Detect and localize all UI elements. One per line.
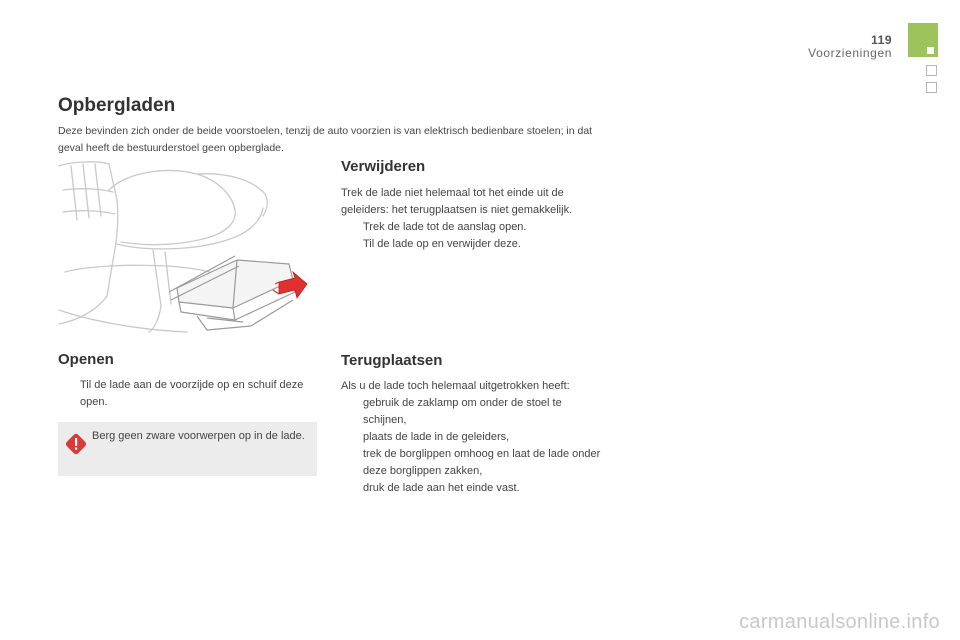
replace-heading: Terugplaatsen xyxy=(341,352,443,369)
open-section xyxy=(58,351,308,411)
page-title: Opbergladen xyxy=(58,95,176,116)
intro-text: Deze bevinden zich onder de beide voorstoelen, tenzij de auto voorzien is van elektrisch bedienbare stoelen; in dat geval heeft de bestuurderstoel geen opberglade. xyxy=(58,125,593,154)
seat-drawer-illustration xyxy=(57,160,319,336)
list-item: druk de lade aan het einde vast. xyxy=(363,482,520,494)
open-heading: Openen xyxy=(58,351,114,368)
page-number: 119 xyxy=(871,33,892,47)
list-item: Til de lade aan de voorzijde op en schuif deze open. xyxy=(80,379,304,408)
watermark: carmanualsonline.info xyxy=(739,611,940,633)
remove-heading: Verwijderen xyxy=(341,158,426,175)
replace-section xyxy=(341,352,606,497)
section-name: Voorzieningen xyxy=(808,46,892,60)
remove-bullet-list xyxy=(341,219,606,253)
replace-text: Als u de lade toch helemaal uitgetrokken heeft: xyxy=(341,380,570,392)
warning-box xyxy=(58,422,317,476)
list-item: Til de lade op en verwijder deze. xyxy=(363,238,521,250)
list-item: plaats de lade in de geleiders, xyxy=(363,431,510,443)
warning-text: Berg geen zware voorwerpen op in de lade. xyxy=(92,430,305,442)
remove-text: Trek de lade niet helemaal tot het einde uit de geleiders: het terugplaatsen is niet gemakkelijk. xyxy=(341,187,573,216)
tab-marker-icon xyxy=(927,47,934,54)
open-bullet-list xyxy=(58,377,308,411)
list-item: trek de borglippen omhoog en laat de lade onder deze borglippen zakken, xyxy=(363,448,601,477)
section-tab[interactable] xyxy=(926,82,937,93)
list-item: Trek de lade tot de aanslag open. xyxy=(363,221,527,233)
warning-icon xyxy=(65,433,87,455)
list-item: gebruik de zaklamp om onder de stoel te schijnen, xyxy=(363,397,562,426)
section-tab[interactable] xyxy=(926,65,937,76)
section-tab-active[interactable] xyxy=(908,23,938,57)
remove-section xyxy=(341,158,606,253)
replace-bullet-list xyxy=(341,395,606,497)
